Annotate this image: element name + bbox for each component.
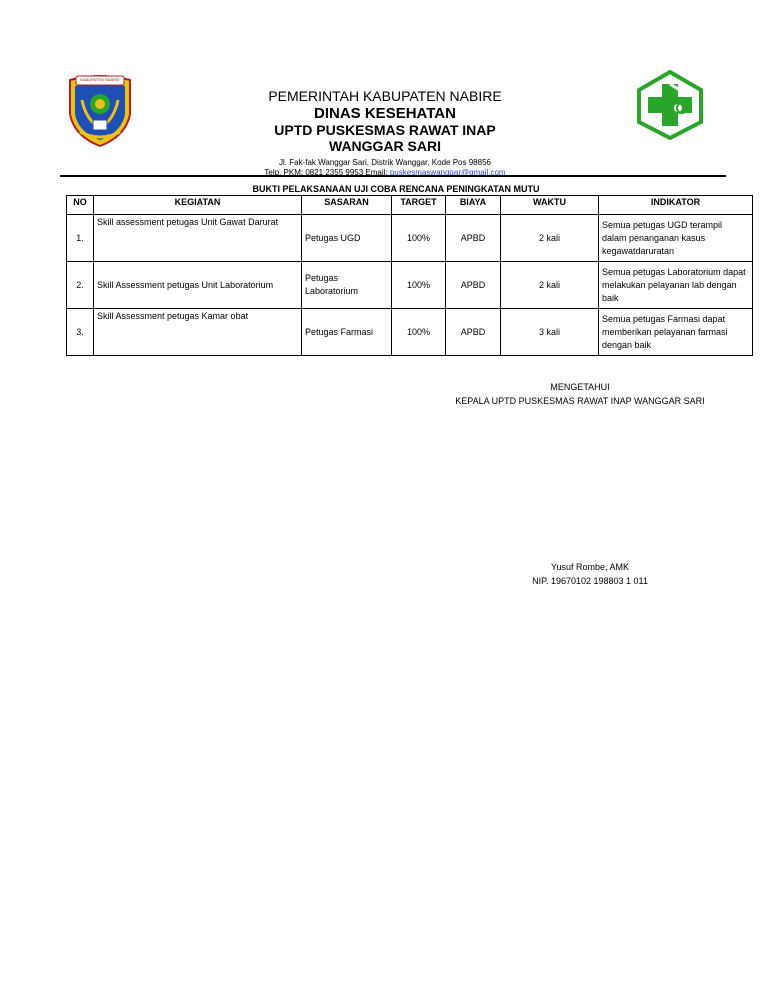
cell-biaya: APBD	[446, 262, 501, 309]
cell-kegiatan: Skill Assessment petugas Unit Laboratorium	[94, 262, 302, 309]
cell-target: 100%	[392, 262, 446, 309]
table-row	[67, 309, 753, 356]
logo-text: KABUPATEN NABIRE	[80, 77, 120, 82]
puskesmas-logo	[636, 70, 704, 140]
cell-sasaran: Petugas Farmasi	[302, 309, 392, 356]
letterhead-line2: DINAS KESEHATAN	[314, 105, 456, 122]
cell-no: 1.	[67, 215, 94, 262]
table-row	[67, 215, 753, 262]
cell-biaya: APBD	[446, 215, 501, 262]
signer-name: Yusuf Rombe, AMK	[550, 562, 630, 572]
cell-indikator: Semua petugas Laboratorium dapat melakukan pelayanan lab dengan baik	[599, 262, 753, 309]
email-link[interactable]: puskesmaswanggar@gmail.com	[389, 168, 506, 177]
address: Jl. Fak-fak Wanggar Sari, Distrik Wanggar, Kode Pos 98856	[279, 158, 491, 167]
col-sasaran: SASARAN	[302, 196, 392, 215]
cell-target: 100%	[392, 309, 446, 356]
plan-table	[66, 195, 753, 356]
table-header-row	[67, 196, 753, 215]
letterhead-line3: UPTD PUSKESMAS RAWAT INAP	[274, 122, 496, 138]
cell-no: 3.	[67, 309, 94, 356]
col-no: NO	[67, 196, 94, 215]
cell-sasaran: Petugas Laboratorium	[302, 262, 392, 309]
col-indikator: INDIKATOR	[599, 196, 753, 215]
cell-biaya: APBD	[446, 309, 501, 356]
cell-no: 2.	[67, 262, 94, 309]
cell-target: 100%	[392, 215, 446, 262]
col-target: TARGET	[392, 196, 446, 215]
col-kegiatan: KEGIATAN	[94, 196, 302, 215]
cell-indikator: Semua petugas UGD terampil dalam penanganan kasus kegawatdaruratan	[599, 215, 753, 262]
acknowledged-label: MENGETAHUI	[550, 382, 610, 392]
cell-kegiatan: Skill assessment petugas Unit Gawat Darurat	[94, 215, 302, 262]
cell-waktu: 2 kali	[501, 215, 599, 262]
cell-waktu: 3 kali	[501, 309, 599, 356]
signer-position: KEPALA UPTD PUSKESMAS RAWAT INAP WANGGAR SARI	[455, 396, 705, 406]
cell-indikator: Semua petugas Farmasi dapat memberikan pelayanan farmasi dengan baik	[599, 309, 753, 356]
cell-waktu: 2 kali	[501, 262, 599, 309]
cell-sasaran: Petugas UGD	[302, 215, 392, 262]
letterhead-line4: WANGGAR SARI	[329, 138, 441, 154]
letterhead	[220, 88, 550, 178]
contact-prefix: Telp. PKM: 0821 2355 9953 Email:	[264, 168, 388, 177]
table-row	[67, 262, 753, 309]
kabupaten-nabire-logo	[66, 70, 134, 148]
signer-nip: NIP. 19670102 198803 1 011	[532, 576, 648, 586]
cell-kegiatan: Skill Assessment petugas Kamar obat	[94, 309, 302, 356]
col-waktu: WAKTU	[501, 196, 599, 215]
letterhead-line1: PEMERINTAH KABUPATEN NABIRE	[268, 88, 502, 104]
header-rule	[60, 175, 726, 177]
col-biaya: BIAYA	[446, 196, 501, 215]
document-title: BUKTI PELAKSANAAN UJI COBA RENCANA PENINGKATAN MUTU	[252, 184, 540, 194]
